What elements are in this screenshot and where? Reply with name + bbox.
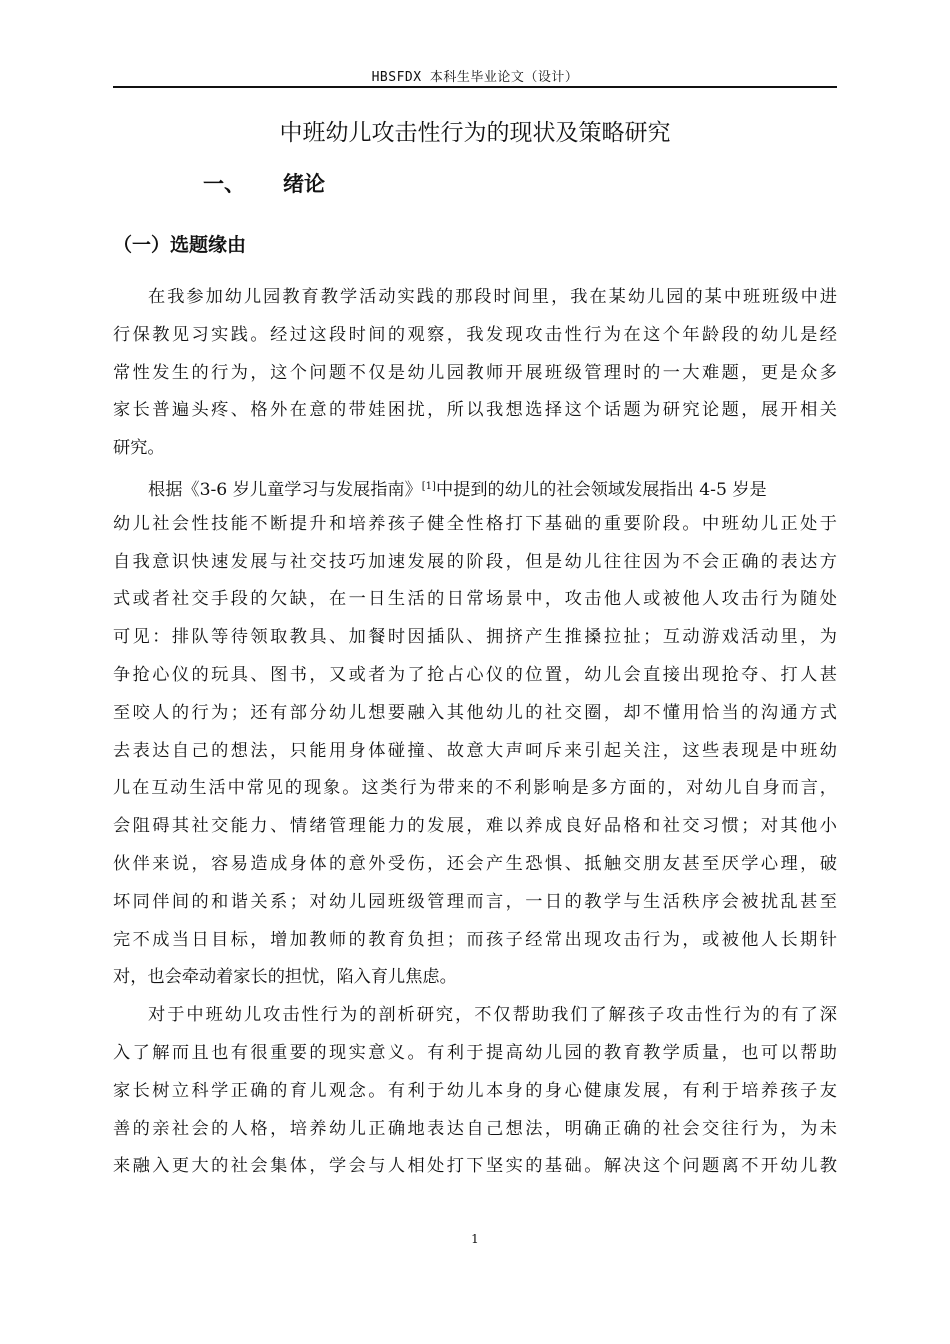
guide-citation-text: 根据《3-6 岁儿童学习与发展指南》 — [148, 479, 422, 500]
paragraph-line: 至咬人的行为；还有部分幼儿想要融入其他幼儿的社交圈，却不懂用恰当的沟通方式 — [113, 702, 837, 723]
paragraph-line: 幼儿社会性技能不断提升和培养孩子健全性格打下基础的重要阶段。中班幼儿正处于 — [113, 513, 837, 534]
paragraph-line: 可见：排队等待领取教具、加餐时因插队、拥挤产生推搡拉扯；互动游戏活动里，为 — [113, 627, 837, 648]
paragraph-line: 善的亲社会的人格，培养幼儿正确地表达自己想法，明确正确的社会交往行为，为未 — [113, 1118, 837, 1139]
paragraph-line: 研究。 — [113, 438, 165, 459]
paragraph-line: 家长普遍头疼、格外在意的带娃困扰，所以我想选择这个话题为研究论题，展开相关 — [113, 400, 837, 421]
paragraph-line: 常性发生的行为，这个问题不仅是幼儿园教师开展班级管理时的一大难题，更是众多 — [113, 362, 837, 383]
paragraph-line: 自我意识快速发展与社交技巧加速发展的阶段，但是幼儿往往因为不会正确的表达方 — [113, 551, 837, 572]
paragraph-line: 完不成当日目标，增加教师的教育负担；而孩子经常出现攻击行为，或被他人长期针 — [113, 929, 837, 950]
paragraph-line: 在我参加幼儿园教育教学活动实践的那段时间里，我在某幼儿园的某中班班级中进 — [148, 287, 837, 307]
paragraph-line: 家长树立科学正确的育儿观念。有利于幼儿本身的身心健康发展，有利于培养孩子友 — [113, 1080, 837, 1101]
paragraph-line: 会阻碍其社交能力、情绪管理能力的发展，难以养成良好品格和社交习惯；对其他小 — [113, 816, 837, 837]
reference-marker: [1] — [421, 480, 436, 492]
paragraph-line: 去表达自己的想法，只能用身体碰撞、故意大声呵斥来引起关注，这些表现是中班幼 — [113, 740, 837, 761]
paragraph-line: 来融入更大的社会集体，学会与人相处打下坚实的基础。解决这个问题离不开幼儿教 — [113, 1156, 837, 1177]
paragraph-line: 伙伴来说，容易造成身体的意外受伤，还会产生恐惧、抵触交朋友甚至厌学心理，破 — [113, 853, 837, 874]
subsection-heading: （一）选题缘由 — [113, 234, 247, 256]
thesis-title: 中班幼儿攻击性行为的现状及策略研究 — [279, 120, 671, 146]
running-header: HBSFDX 本科生毕业论文（设计） — [371, 70, 579, 85]
section-title: 绪论 — [283, 172, 325, 196]
paragraph-line: 行保教见习实践。经过这段时间的观察，我发现攻击性行为在这个年龄段的幼儿是经 — [113, 324, 837, 345]
body-text — [113, 279, 837, 1186]
guide-citation-text-cont: 中提到的幼儿的社会领域发展指出 4-5 岁是 — [435, 479, 767, 500]
paragraph-line: 坏同伴间的和谐关系；对幼儿园班级管理而言，一日的教学与生活秩序会被扰乱甚至 — [113, 891, 837, 912]
section-heading — [203, 168, 325, 198]
paragraph-line — [113, 468, 837, 506]
page-number: 1 — [471, 1232, 479, 1246]
paragraph-line: 对，也会牵动着家长的担忧，陷入育儿焦虑。 — [113, 967, 457, 988]
paragraph-line: 式或者社交手段的欠缺，在一日生活的日常场景中，攻击他人或被他人攻击行为随处 — [113, 589, 837, 610]
section-number: 一、 — [203, 172, 245, 196]
paragraph-line: 入了解而且也有很重要的现实意义。有利于提高幼儿园的教育教学质量，也可以帮助 — [113, 1042, 837, 1063]
header-rule — [113, 86, 837, 88]
paragraph-line: 对于中班幼儿攻击性行为的剖析研究，不仅帮助我们了解孩子攻击性行为的有了深 — [148, 1005, 837, 1026]
paragraph-line: 争抢心仪的玩具、图书，又或者为了抢占心仪的位置，幼儿会直接出现抢夺、打人甚 — [113, 664, 837, 685]
paragraph-line: 儿在互动生活中常见的现象。这类行为带来的不利影响是多方面的，对幼儿自身而言， — [113, 778, 837, 799]
